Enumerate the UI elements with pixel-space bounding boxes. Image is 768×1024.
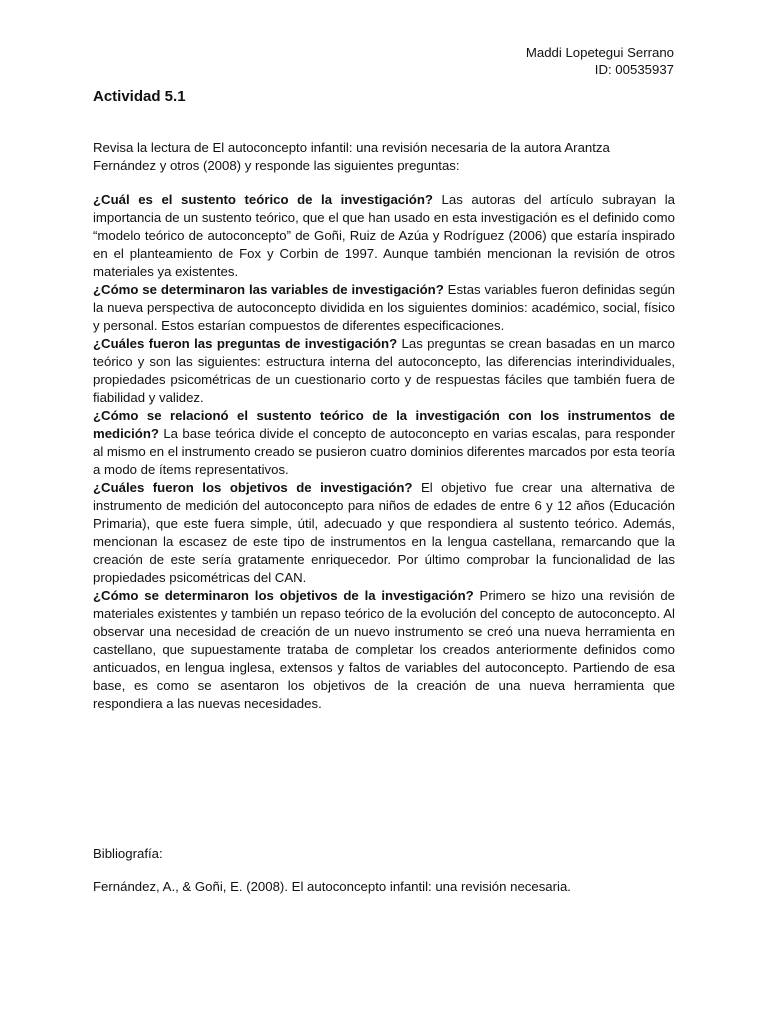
bibliography-entry: Fernández, A., & Goñi, E. (2008). El autoconcepto infantil: una revisión necesaria. xyxy=(93,879,571,894)
answer-6: Primero se hizo una revisión de materiales existentes y también un repaso teórico de la evolución del concepto de autoconcepto. Al observar una necesidad de creación de un nuevo instrumento se creó una nueva herramienta en castellano, que supuestamente trataba de completar los creados anteriormente definidos como anticuados, en lengua inglesa, extensos y faltos de variables del autoconcepto. Partiendo de esa base, es como se asentaron los objetivos de la creación de una nueva herramienta que respondiera a las nuevas necesidades. xyxy=(93,588,675,711)
student-id: ID: 00535937 xyxy=(594,62,674,77)
question-3: ¿Cuáles fueron las preguntas de investigación? xyxy=(93,336,398,351)
question-6: ¿Cómo se determinaron los objetivos de la investigación? xyxy=(93,588,474,603)
qa-section xyxy=(93,191,675,713)
question-5: ¿Cuáles fueron los objetivos de investigación? xyxy=(93,480,413,495)
answer-1: Las autoras del artículo subrayan la importancia de un sustento teórico, que el que han usado en esta investigación es el definido como “modelo teórico de autoconcepto” de Goñi, Ruiz de Azúa y Rodríguez (2006) que estaría inspirado en el planteamiento de Fox y Corbin de 1997. Aunque también mencionan la revisión de otros materiales ya existentes. xyxy=(93,192,675,279)
qa-item-3 xyxy=(93,335,675,407)
qa-item-2 xyxy=(93,281,675,335)
question-4: ¿Cómo se relacionó el sustento teórico de la investigación con los instrumentos de medición? xyxy=(93,408,675,441)
author-header xyxy=(526,44,674,78)
author-name: Maddi Lopetegui Serrano xyxy=(525,45,674,60)
intro-paragraph: Revisa la lectura de El autoconcepto infantil: una revisión necesaria de la autora Arantza Fernández y otros (2008) y responde las siguientes preguntas: xyxy=(93,140,610,173)
answer-5: El objetivo fue crear una alternativa de instrumento de medición del autoconcepto para niños de edades de entre 6 y 12 años (Educación Primaria), que este fuera simple, útil, adecuado y que respondiera al sustento teórico. Además, mencionan la escasez de este tipo de instrumentos en la lengua castellana, remarcando que la creación de este sería gratamente enriquecedor. Por último comprobar la funcionalidad de las propiedades psicométricas del CAN. xyxy=(93,480,675,585)
answer-2: Estas variables fueron definidas según la nueva perspectiva de autoconcepto dividida en los siguientes dominios: académico, social, físico y personal. Estos estarían compuestos de diferentes especificaciones. xyxy=(93,282,675,333)
question-1: ¿Cuál es el sustento teórico de la investigación? xyxy=(93,192,433,207)
qa-item-4 xyxy=(93,407,675,479)
document-title: Actividad 5.1 xyxy=(93,88,186,105)
bibliography-heading: Bibliografía: xyxy=(93,846,163,861)
qa-item-5 xyxy=(93,479,675,587)
question-2: ¿Cómo se determinaron las variables de investigación? xyxy=(93,282,444,297)
answer-3: Las preguntas se crean basadas en un marco teórico y son las siguientes: estructura interna del autoconcepto, las diferencias interindividuales, propiedades psicométricas de un cuestionario corto y de respuestas fáciles que también fuera de fiabilidad y validez. xyxy=(93,336,675,405)
qa-item-1 xyxy=(93,191,675,281)
qa-item-6 xyxy=(93,587,675,713)
answer-4: La base teórica divide el concepto de autoconcepto en varias escalas, para responder al mismo en el instrumento creado se pusieron cuatro dominios diferentes marcados por esta teoría a modo de ítems representativos. xyxy=(93,426,676,477)
